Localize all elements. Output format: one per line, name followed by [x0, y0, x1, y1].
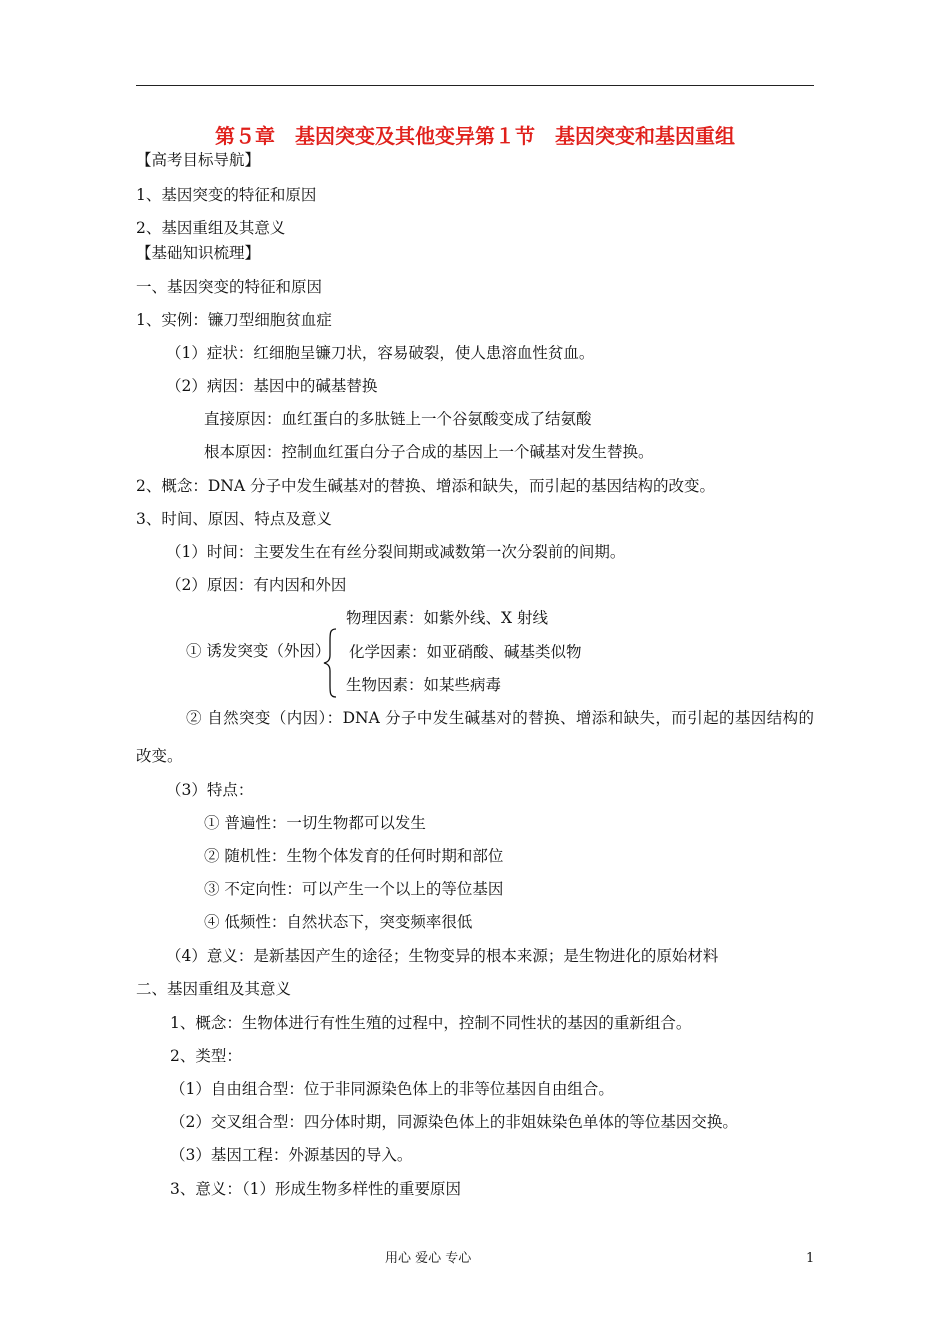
item-reason: （2）原因：有内因和外因: [166, 576, 347, 594]
header-rule: [136, 85, 814, 86]
chemical-factor: 化学因素：如亚硝酸、碱基类似物: [349, 643, 582, 661]
item-cause: （2）病因：基因中的碱基替换: [166, 377, 378, 395]
feature-undirected: ③ 不定向性：可以产生一个以上的等位基因: [204, 880, 504, 898]
type-crossing-over: （2）交叉组合型：四分体时期，同源染色体上的非姐妹染色单体的等位基因交换。: [170, 1113, 738, 1131]
root-cause: 根本原因：控制血红蛋白分子合成的基因上一个碱基对发生替换。: [204, 443, 654, 461]
item-time-cause-feature: 3、时间、原因、特点及意义: [136, 510, 332, 528]
page-number: 1: [806, 1251, 815, 1266]
item-symptom: （1）症状：红细胞呈镰刀状，容易破裂，使人患溶血性贫血。: [166, 344, 595, 362]
recombination-significance: 3、意义：（1）形成生物多样性的重要原因: [170, 1180, 461, 1198]
curly-brace-icon: [322, 627, 338, 699]
feature-random: ② 随机性：生物个体发育的任何时期和部位: [204, 847, 504, 865]
recombination-types: 2、类型：: [170, 1047, 242, 1065]
objective-2: 2、基因重组及其意义: [136, 219, 286, 237]
direct-cause: 直接原因：血红蛋白的多肽链上一个谷氨酸变成了结氨酸: [204, 410, 592, 428]
recombination-concept: 1、概念：生物体进行有性生殖的过程中，控制不同性状的基因的重新组合。: [170, 1014, 692, 1032]
section-heading-basics: 【基础知识梳理】: [136, 244, 261, 262]
feature-universal: ① 普遍性：一切生物都可以发生: [204, 814, 426, 832]
induced-mutation: ① 诱发突变（外因）: [186, 642, 331, 660]
heading-part-one: 一、基因突变的特征和原因: [136, 278, 323, 296]
physical-factor: 物理因素：如紫外线、X 射线: [346, 609, 548, 627]
item-significance: （4）意义：是新基因产生的途径；生物变异的根本来源；是生物进化的原始材料: [166, 947, 719, 965]
footer-slogan: 用心 爱心 专心: [385, 1251, 472, 1266]
item-time: （1）时间：主要发生在有丝分裂间期或减数第一次分裂前的间期。: [166, 543, 626, 561]
natural-mutation: ② 自然突变（内因）：DNA 分子中发生碱基对的替换、增添和缺失，而引起的基因结构的: [186, 709, 814, 727]
type-free-combination: （1）自由组合型：位于非同源染色体上的非等位基因自由组合。: [170, 1080, 614, 1098]
biological-factor: 生物因素：如某些病毒: [346, 676, 502, 694]
natural-mutation-cont: 改变。: [136, 747, 183, 765]
item-example: 1、实例：镰刀型细胞贫血症: [136, 311, 332, 329]
feature-low-frequency: ④ 低频性：自然状态下，突变频率很低: [204, 913, 473, 931]
heading-part-two: 二、基因重组及其意义: [136, 980, 292, 998]
page-title: 第５章 基因突变及其他变异第１节 基因突变和基因重组: [215, 124, 735, 148]
type-genetic-engineering: （3）基因工程：外源基因的导入。: [170, 1146, 413, 1164]
section-heading-objectives: 【高考目标导航】: [136, 151, 261, 169]
objective-1: 1、基因突变的特征和原因: [136, 186, 317, 204]
item-features: （3）特点：: [166, 781, 254, 799]
item-concept: 2、概念：DNA 分子中发生碱基对的替换、增添和缺失，而引起的基因结构的改变。: [136, 477, 715, 495]
